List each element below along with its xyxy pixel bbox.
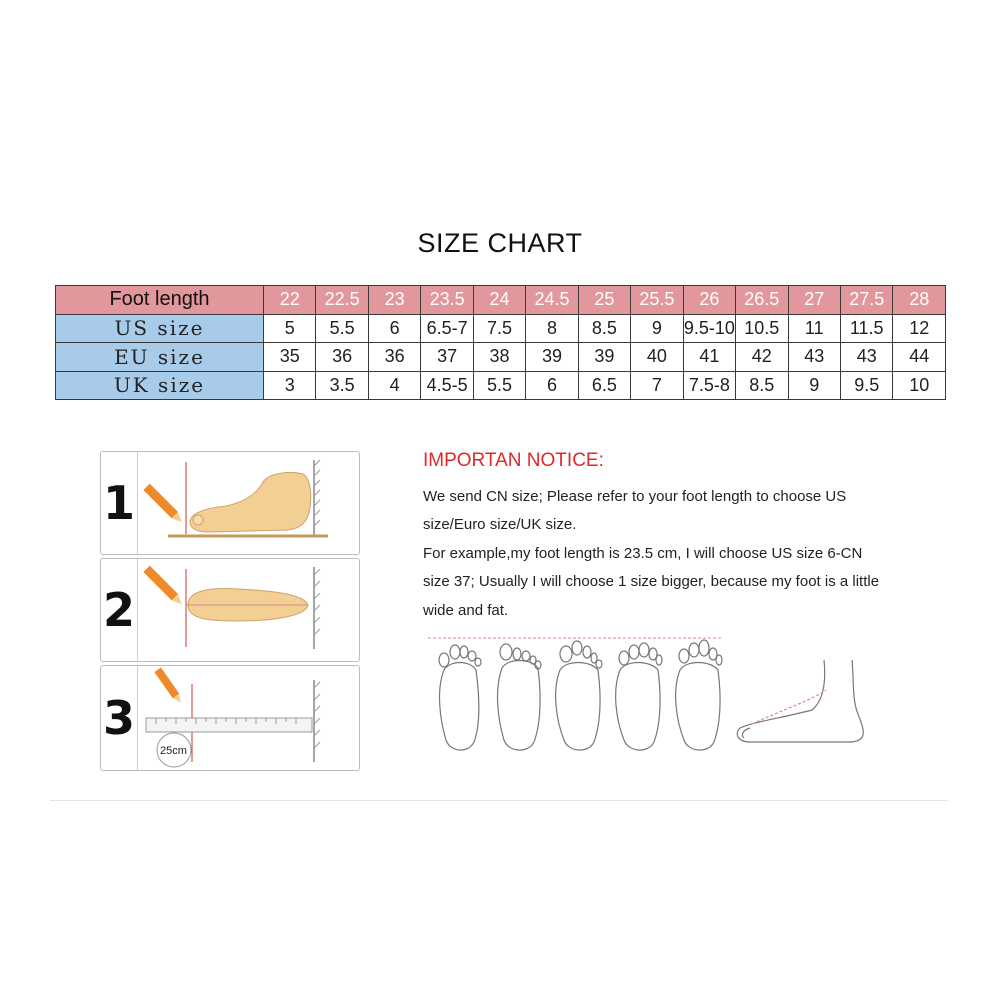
table-cell: 40 xyxy=(631,343,683,372)
table-cell: 27 xyxy=(788,286,840,315)
table-cell: 11 xyxy=(788,314,840,343)
table-cell: 5.5 xyxy=(473,371,525,400)
size-table xyxy=(55,285,946,400)
table-cell: 44 xyxy=(893,343,946,372)
bottom-divider xyxy=(50,800,948,801)
table-cell: 22 xyxy=(264,286,316,315)
foot-outline-icon xyxy=(556,641,602,750)
row-label: Foot length xyxy=(56,286,264,315)
table-cell: 7 xyxy=(631,371,683,400)
table-cell: 9.5-10 xyxy=(683,314,735,343)
step-number: 2 xyxy=(101,559,138,661)
foot-outline-icon xyxy=(439,645,481,750)
ruler-measure-label: 25cm xyxy=(160,745,187,757)
table-cell: 23.5 xyxy=(421,286,473,315)
table-cell: 36 xyxy=(368,343,420,372)
table-cell: 6.5-7 xyxy=(421,314,473,343)
step-panel-1 xyxy=(100,451,360,555)
table-cell: 3 xyxy=(264,371,316,400)
table-cell: 9.5 xyxy=(840,371,892,400)
row-label: EU size xyxy=(56,343,264,372)
row-label: UK size xyxy=(56,371,264,400)
table-cell: 22.5 xyxy=(316,286,368,315)
step-number: 1 xyxy=(101,452,138,554)
table-cell: 6 xyxy=(526,371,578,400)
table-cell: 23 xyxy=(368,286,420,315)
table-cell: 6.5 xyxy=(578,371,630,400)
foot-outline-icon xyxy=(616,643,662,750)
table-cell: 37 xyxy=(421,343,473,372)
table-cell: 12 xyxy=(893,314,946,343)
table-cell: 36 xyxy=(316,343,368,372)
foot-outline-icon xyxy=(498,644,541,750)
notice-line: size/Euro size/UK size. xyxy=(423,516,577,533)
table-cell: 6 xyxy=(368,314,420,343)
notice-line: For example,my foot length is 23.5 cm, I will choose US size 6-CN xyxy=(423,545,863,562)
foot-side-view-icon xyxy=(737,660,863,742)
table-cell: 8 xyxy=(526,314,578,343)
notice-line: We send CN size; Please refer to your foot length to choose US xyxy=(423,488,847,505)
table-cell: 4 xyxy=(368,371,420,400)
table-cell: 24.5 xyxy=(526,286,578,315)
table-cell: 26 xyxy=(683,286,735,315)
table-cell: 8.5 xyxy=(578,314,630,343)
foot-outline-icon xyxy=(676,640,722,750)
step-panel-3 xyxy=(100,665,360,771)
table-cell: 7.5-8 xyxy=(683,371,735,400)
table-cell: 5.5 xyxy=(316,314,368,343)
table-cell: 3.5 xyxy=(316,371,368,400)
step-number: 3 xyxy=(101,666,138,770)
step-panel-2 xyxy=(100,558,360,662)
table-cell: 25.5 xyxy=(631,286,683,315)
ruler-measure-icon xyxy=(138,666,358,770)
table-cell: 11.5 xyxy=(840,314,892,343)
foot-length-row xyxy=(56,286,946,315)
table-cell: 43 xyxy=(840,343,892,372)
uk-size-row xyxy=(56,371,946,400)
table-cell: 5 xyxy=(264,314,316,343)
us-size-row xyxy=(56,314,946,343)
notice-line: size 37; Usually I will choose 1 size bigger, because my foot is a little xyxy=(423,573,880,590)
heel-against-wall-foot-icon xyxy=(138,452,358,554)
eu-size-row xyxy=(56,343,946,372)
table-cell: 26.5 xyxy=(736,286,788,315)
table-cell: 42 xyxy=(736,343,788,372)
table-cell: 39 xyxy=(526,343,578,372)
table-cell: 39 xyxy=(578,343,630,372)
table-cell: 24 xyxy=(473,286,525,315)
notice-line: wide and fat. xyxy=(423,602,509,619)
notice-heading: IMPORTAN NOTICE: xyxy=(423,450,604,471)
table-cell: 28 xyxy=(893,286,946,315)
table-cell: 41 xyxy=(683,343,735,372)
table-cell: 10.5 xyxy=(736,314,788,343)
table-cell: 9 xyxy=(788,371,840,400)
table-cell: 38 xyxy=(473,343,525,372)
table-cell: 7.5 xyxy=(473,314,525,343)
table-cell: 10 xyxy=(893,371,946,400)
table-cell: 25 xyxy=(578,286,630,315)
foot-top-view-icon xyxy=(138,559,358,661)
table-cell: 8.5 xyxy=(736,371,788,400)
row-label: US size xyxy=(56,314,264,343)
foot-shapes-illustration xyxy=(422,630,942,760)
table-cell: 4.5-5 xyxy=(421,371,473,400)
table-cell: 43 xyxy=(788,343,840,372)
table-cell: 9 xyxy=(631,314,683,343)
page-title: SIZE CHART xyxy=(417,228,583,258)
table-cell: 27.5 xyxy=(840,286,892,315)
table-cell: 35 xyxy=(264,343,316,372)
